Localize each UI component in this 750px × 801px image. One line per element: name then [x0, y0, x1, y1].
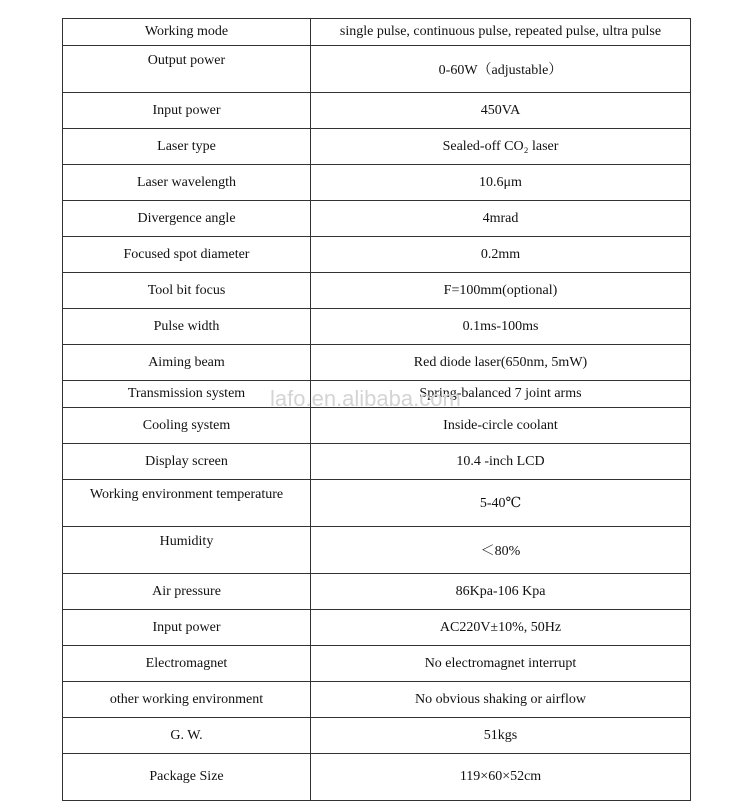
spec-value: 450VA: [311, 93, 691, 129]
spec-label: Transmission system: [63, 381, 311, 408]
spec-value: Spring-balanced 7 joint arms: [311, 381, 691, 408]
spec-row-working-mode: [63, 19, 691, 46]
spec-value: No electromagnet interrupt: [311, 646, 691, 682]
spec-label: other working environment: [63, 682, 311, 718]
spec-value: 10.4 -inch LCD: [311, 444, 691, 480]
watermark: lafo.en.alibaba.com: [270, 386, 461, 411]
spec-row-divergence-angle: [63, 201, 691, 237]
spec-label: Working mode: [63, 19, 311, 46]
spec-label: Laser type: [63, 129, 311, 165]
spec-value: 0-60W（adjustable）: [311, 46, 691, 93]
spec-value: Red diode laser(650nm, 5mW): [311, 345, 691, 381]
spec-label: Air pressure: [63, 574, 311, 610]
spec-value: Inside-circle coolant: [311, 408, 691, 444]
spec-label: Pulse width: [63, 309, 311, 345]
spec-value: 86Kpa-106 Kpa: [311, 574, 691, 610]
spec-row-laser-wavelength: [63, 165, 691, 201]
spec-label: Tool bit focus: [63, 273, 311, 309]
spec-row-focused-spot-diameter: [63, 237, 691, 273]
spec-label: Humidity: [63, 527, 311, 574]
spec-label: Electromagnet: [63, 646, 311, 682]
spec-value: 0.2mm: [311, 237, 691, 273]
spec-row-gross-weight: [63, 718, 691, 754]
spec-value: 0.1ms-100ms: [311, 309, 691, 345]
spec-value: 10.6μm: [311, 165, 691, 201]
spec-row-working-environment-temperature: [63, 480, 691, 527]
spec-label: Working environment temperature: [63, 480, 311, 527]
spec-row-tool-bit-focus: [63, 273, 691, 309]
spec-label: Input power: [63, 93, 311, 129]
spec-label: Aiming beam: [63, 345, 311, 381]
spec-row-electromagnet: [63, 646, 691, 682]
spec-label: Focused spot diameter: [63, 237, 311, 273]
spec-value: ＜80%: [311, 527, 691, 574]
spec-label: Divergence angle: [63, 201, 311, 237]
spec-value: 4mrad: [311, 201, 691, 237]
spec-row-pulse-width: [63, 309, 691, 345]
spec-row-cooling-system: [63, 408, 691, 444]
spec-row-output-power: [63, 46, 691, 93]
spec-value: 51kgs: [311, 718, 691, 754]
spec-row-laser-type: [63, 129, 691, 165]
spec-value: Sealed-off CO₂ laser: [311, 129, 691, 165]
spec-label: Input power: [63, 610, 311, 646]
spec-row-air-pressure: [63, 574, 691, 610]
spec-row-aiming-beam: [63, 345, 691, 381]
spec-label: Display screen: [63, 444, 311, 480]
spec-row-other-working-environment: [63, 682, 691, 718]
spec-value: F=100mm(optional): [311, 273, 691, 309]
spec-value: 119×60×52cm: [311, 754, 691, 801]
spec-label: G. W.: [63, 718, 311, 754]
spec-row-humidity: [63, 527, 691, 574]
spec-value: 5-40℃: [311, 480, 691, 527]
spec-value: No obvious shaking or airflow: [311, 682, 691, 718]
spec-row-display-screen: [63, 444, 691, 480]
spec-row-input-power-ac: [63, 610, 691, 646]
spec-label: Output power: [63, 46, 311, 93]
spec-value: single pulse, continuous pulse, repeated pulse, ultra pulse: [311, 19, 691, 46]
spec-label: Package Size: [63, 754, 311, 801]
spec-value: AC220V±10%, 50Hz: [311, 610, 691, 646]
spec-row-package-size: [63, 754, 691, 801]
spec-row-input-power: [63, 93, 691, 129]
spec-label: Cooling system: [63, 408, 311, 444]
spec-label: Laser wavelength: [63, 165, 311, 201]
